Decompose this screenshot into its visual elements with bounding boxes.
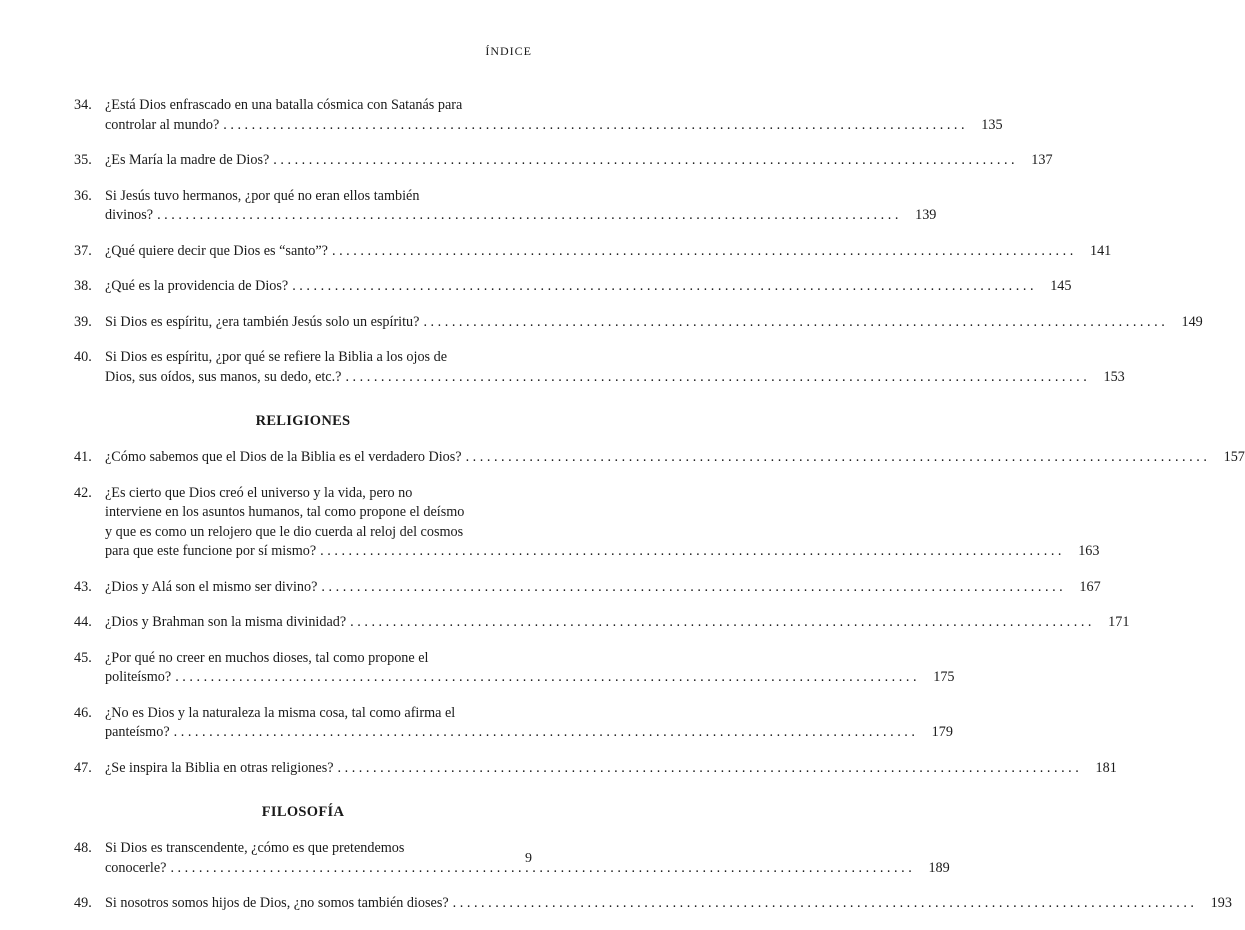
entry-page-number: 163 bbox=[1078, 543, 1100, 559]
entry-page-number: 137 bbox=[1031, 152, 1053, 168]
entry-title-line: politeísmo? bbox=[105, 669, 172, 685]
entry-number: 38. bbox=[74, 278, 92, 294]
entry-title-line: ¿Está Dios enfrascado en una batalla cósmica con Satanás para bbox=[105, 97, 463, 113]
entry-title-line: ¿Es María la madre de Dios? bbox=[105, 152, 270, 168]
dot-leader bbox=[321, 578, 1062, 598]
entry-number: 47. bbox=[74, 759, 92, 776]
entry-number: 43. bbox=[74, 578, 92, 595]
entry-page-number: 193 bbox=[1210, 895, 1232, 911]
dot-leader bbox=[157, 206, 898, 226]
entry-title bbox=[105, 96, 1003, 135]
entry-page-number: 189 bbox=[928, 859, 950, 876]
toc-entry[interactable] bbox=[74, 704, 953, 743]
entry-title-line: ¿Por qué no creer en muchos dioses, tal como propone el bbox=[105, 649, 429, 666]
entry-page-number: 139 bbox=[915, 207, 937, 223]
toc-entry[interactable] bbox=[74, 96, 1003, 135]
dot-leader bbox=[174, 723, 915, 743]
toc-entry[interactable] bbox=[74, 759, 1117, 779]
dot-leader bbox=[453, 894, 1194, 914]
entry-page-number: 135 bbox=[981, 116, 1003, 133]
entry-page-number: 153 bbox=[1103, 368, 1125, 385]
entry-title bbox=[105, 578, 1101, 598]
entry-number: 42. bbox=[74, 484, 92, 501]
entry-title bbox=[105, 759, 1117, 779]
entry-title-line: ¿Qué quiere decir que Dios es “santo”? bbox=[105, 242, 328, 259]
entry-number: 44. bbox=[74, 614, 92, 630]
entry-number: 46. bbox=[74, 704, 92, 721]
entry-page-number: 141 bbox=[1089, 242, 1112, 259]
entry-title-line: y que es como un relojero que le dio cuerda al reloj del cosmos bbox=[105, 523, 464, 540]
entry-title-line: divinos? bbox=[105, 207, 154, 223]
entry-title bbox=[105, 187, 936, 226]
dot-leader bbox=[273, 151, 1014, 171]
dot-leader bbox=[175, 668, 916, 688]
toc-entry[interactable] bbox=[74, 277, 1072, 297]
toc-entry[interactable] bbox=[74, 649, 955, 688]
dot-leader bbox=[332, 242, 1073, 262]
entry-title bbox=[105, 242, 1111, 262]
entry-title-line: Si nosotros somos hijos de Dios, ¿no somos también dioses? bbox=[105, 895, 449, 911]
entry-page-number: 181 bbox=[1095, 759, 1117, 776]
entry-title bbox=[105, 448, 1245, 468]
entry-title bbox=[105, 348, 1125, 387]
entry-title-line: Dios, sus oídos, sus manos, su dedo, etc.? bbox=[105, 368, 342, 385]
dot-leader bbox=[350, 613, 1091, 633]
entry-title-line: ¿No es Dios y la naturaleza la misma cosa, tal como afirma el bbox=[105, 704, 456, 721]
toc-entry[interactable] bbox=[74, 448, 1245, 468]
entry-number: 48. bbox=[74, 840, 92, 856]
entry-page-number: 157 bbox=[1223, 449, 1245, 465]
entry-title-line: ¿Es cierto que Dios creó el universo y la vida, pero no bbox=[105, 484, 413, 501]
entry-number: 35. bbox=[74, 152, 92, 168]
entry-number: 39. bbox=[74, 313, 92, 330]
entry-number: 41. bbox=[74, 449, 92, 465]
entry-page-number: 149 bbox=[1181, 313, 1203, 330]
entry-title-line: para que este funcione por sí mismo? bbox=[105, 543, 317, 559]
entry-title-line: ¿Qué es la providencia de Dios? bbox=[105, 278, 289, 294]
entry-title-line: Si Jesús tuvo hermanos, ¿por qué no eran ellos también bbox=[105, 187, 420, 204]
entry-number: 40. bbox=[74, 349, 92, 365]
dot-leader bbox=[292, 277, 1033, 297]
toc-entry[interactable] bbox=[74, 894, 1232, 914]
entry-number: 45. bbox=[74, 649, 92, 666]
page-number: 9 bbox=[525, 851, 532, 866]
dot-leader bbox=[320, 542, 1061, 562]
entry-title bbox=[105, 613, 1129, 633]
entry-title-line: Si Dios es transcendente, ¿cómo es que pretendemos bbox=[105, 840, 405, 856]
entry-number: 36. bbox=[74, 187, 92, 204]
toc-entry[interactable] bbox=[74, 613, 1130, 633]
entry-title-line: ¿Cómo sabemos que el Dios de la Biblia es el verdadero Dios? bbox=[105, 449, 462, 465]
dot-leader bbox=[338, 759, 1079, 779]
entry-title bbox=[105, 649, 955, 688]
toc-entry[interactable] bbox=[74, 187, 937, 226]
dot-leader bbox=[345, 368, 1086, 388]
toc-entry[interactable] bbox=[74, 839, 950, 878]
entry-number: 34. bbox=[74, 97, 92, 113]
toc-entry[interactable] bbox=[74, 313, 1203, 333]
toc-entry[interactable] bbox=[74, 348, 1125, 387]
entry-page-number: 175 bbox=[933, 669, 955, 685]
dot-leader bbox=[423, 313, 1164, 333]
entry-title bbox=[105, 277, 1071, 297]
entry-page-number: 145 bbox=[1050, 278, 1072, 294]
entry-number: 49. bbox=[74, 895, 92, 911]
toc-entry[interactable] bbox=[74, 242, 1112, 262]
dot-leader bbox=[170, 859, 911, 879]
entry-title-line: controlar al mundo? bbox=[105, 116, 220, 133]
toc-entry[interactable] bbox=[74, 578, 1101, 598]
section-heading: FILOSOFÍA bbox=[261, 804, 345, 820]
entry-title bbox=[105, 151, 1053, 171]
entry-title-line: Si Dios es espíritu, ¿por qué se refiere la Biblia a los ojos de bbox=[105, 349, 447, 365]
running-header: ÍNDICE bbox=[485, 44, 532, 58]
entry-title-line: interviene en los asuntos humanos, tal como propone el deísmo bbox=[105, 504, 465, 520]
entry-number: 37. bbox=[74, 242, 92, 259]
dot-leader bbox=[466, 448, 1207, 468]
dot-leader bbox=[223, 116, 964, 136]
entry-title bbox=[105, 484, 1099, 562]
entry-title bbox=[105, 704, 953, 743]
entry-page-number: 179 bbox=[931, 724, 953, 740]
toc-entry[interactable] bbox=[74, 151, 1053, 171]
entry-title-line: ¿Dios y Alá son el mismo ser divino? bbox=[105, 578, 318, 595]
entry-page-number: 167 bbox=[1079, 578, 1101, 595]
entry-title-line: ¿Dios y Brahman son la misma divinidad? bbox=[105, 614, 347, 630]
toc-entry[interactable] bbox=[74, 484, 1100, 562]
entry-title-line: panteísmo? bbox=[105, 724, 170, 740]
entry-title bbox=[105, 313, 1203, 333]
entry-title-line: conocerle? bbox=[105, 859, 167, 876]
entry-title-line: Si Dios es espíritu, ¿era también Jesús solo un espíritu? bbox=[105, 313, 420, 330]
entry-title bbox=[105, 894, 1232, 914]
entry-title-line: ¿Se inspira la Biblia en otras religiones? bbox=[105, 759, 334, 776]
section-heading: RELIGIONES bbox=[255, 413, 351, 429]
entry-page-number: 171 bbox=[1108, 614, 1130, 630]
table-of-contents bbox=[74, 96, 1245, 930]
